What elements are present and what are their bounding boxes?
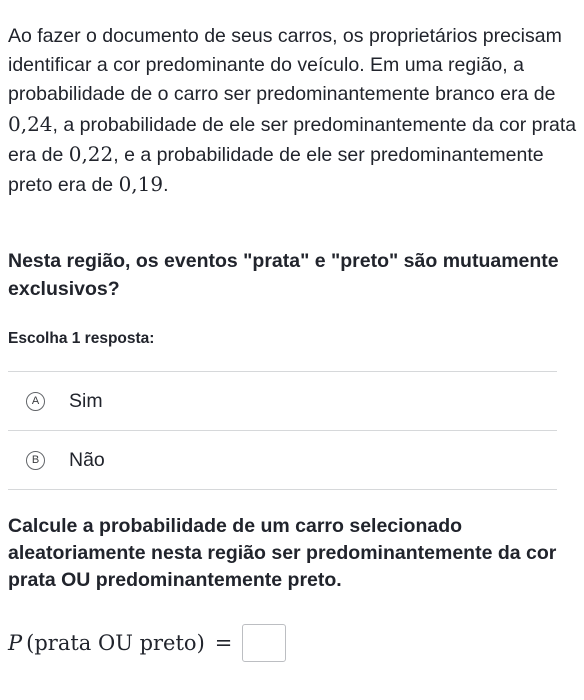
white-probability: 0,24 bbox=[8, 111, 53, 136]
option-sim[interactable] bbox=[8, 371, 557, 430]
formula-equals: = bbox=[214, 631, 233, 655]
formula-open-paren: ( bbox=[26, 631, 35, 655]
problem-statement bbox=[8, 22, 584, 200]
option-letter-b: B bbox=[26, 451, 45, 470]
silver-probability: 0,22 bbox=[68, 141, 114, 166]
answer-input[interactable] bbox=[242, 624, 286, 662]
intro-text-1: Ao fazer o documento de seus carros, os proprietários precisam identificar a cor predominante do veículo. Em uma região, a probabilidade de o carro ser predominantemente branco era de bbox=[8, 25, 562, 106]
option-label-a: Sim bbox=[69, 389, 103, 412]
intro-text-4: . bbox=[163, 174, 169, 197]
intro-text-3: , e a probabilidade de ele ser predominantemente preto era de bbox=[8, 143, 544, 197]
task-text: Calcule a probabilidade de um carro selecionado aleatoriamente nesta região ser predominantemente da cor prata OU predominantemente preto. bbox=[8, 515, 557, 591]
choose-label: Escolha 1 resposta: bbox=[8, 330, 155, 347]
intro-text-2: , a probabilidade de ele ser predominantemente da cor prata era de bbox=[8, 113, 577, 166]
option-nao[interactable] bbox=[8, 430, 557, 490]
option-letter-a: A bbox=[26, 392, 45, 411]
formula-close-paren: ) bbox=[196, 631, 205, 655]
option-label-b: Não bbox=[69, 448, 105, 471]
formula-inner: prata OU preto bbox=[34, 631, 197, 655]
probability-formula bbox=[8, 624, 286, 662]
formula-variable: P bbox=[8, 631, 23, 655]
answer-options bbox=[8, 371, 557, 490]
black-probability: 0,19 bbox=[118, 172, 164, 197]
question-text: Nesta região, os eventos "prata" e "preto" são mutuamente exclusivos? bbox=[8, 250, 559, 300]
